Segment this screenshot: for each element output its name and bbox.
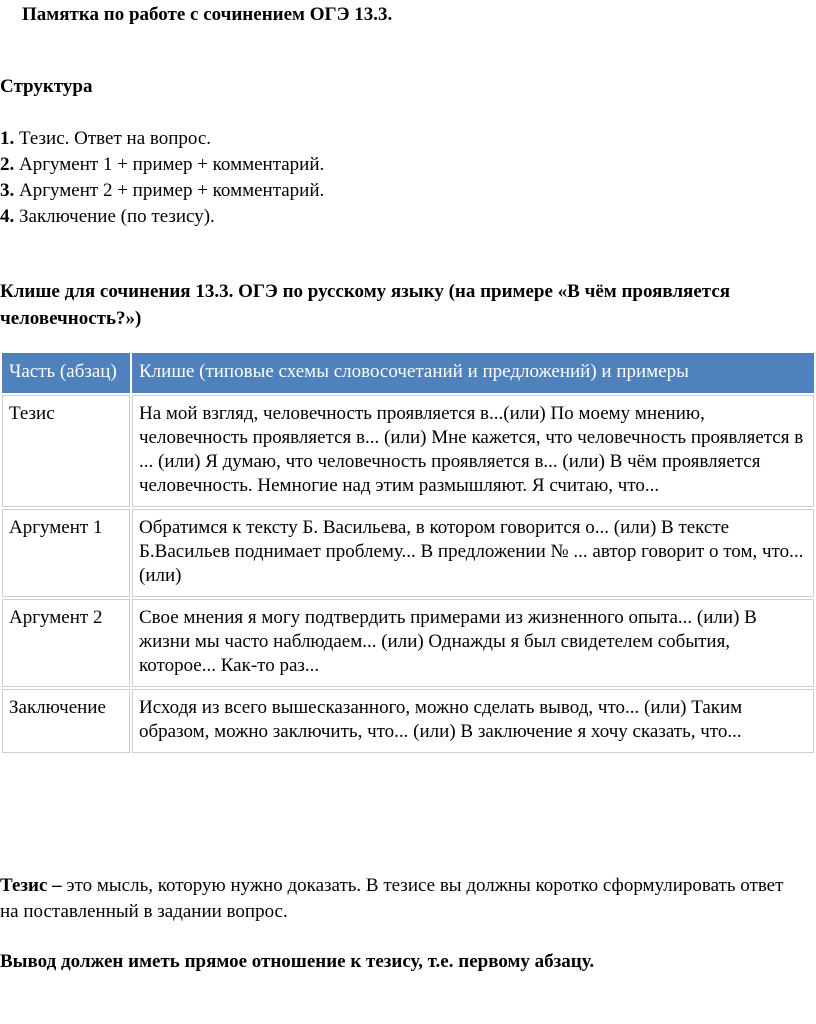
table-row (2, 689, 814, 753)
table-row (2, 599, 814, 687)
cliche-table (0, 351, 816, 755)
definition-term: Тезис – (0, 875, 62, 896)
item-text: Аргумент 1 + пример + комментарий. (14, 154, 325, 175)
table-row (2, 509, 814, 597)
table-row (2, 395, 814, 507)
row-part-cell: Аргумент 2 (2, 599, 130, 687)
row-part-cell: Заключение (2, 689, 130, 753)
list-item (0, 126, 324, 152)
list-item (0, 204, 324, 230)
page-title: Памятка по работе с сочинением ОГЭ 13.3. (22, 4, 393, 25)
item-number: 4. (0, 206, 15, 227)
column-header-cliche: Клише (типовые схемы словосочетаний и предложений) и примеры (132, 353, 814, 393)
conclusion-note: Вывод должен иметь прямое отношение к тезису, т.е. первому абзацу. (0, 951, 595, 972)
item-number: 1. (0, 128, 15, 149)
row-text-cell: Свое мнения я могу подтвердить примерами из жизненного опыта... (или) В жизни мы часто наблюдаем... (или) Однажды я был свидетелем события, которое... Как-то раз... (132, 599, 814, 687)
structure-list (0, 126, 324, 230)
row-text-cell: На мой взгляд, человечность проявляется в...(или) По моему мнению, человечность проявляется в... (или) Мне кажется, что человечность проявляется в ... (или) Я думаю, что человечность проявляется в... (или) В чём проявляется человечность. Немногие над этим размышляют. Я считаю, что... (132, 395, 814, 507)
item-text: Тезис. Ответ на вопрос. (14, 128, 212, 149)
definition-text: это мысль, которую нужно доказать. В тезисе вы должны коротко сформулировать ответ на поставленный в задании вопрос. (0, 875, 784, 922)
item-text: Аргумент 2 + пример + комментарий. (14, 180, 325, 201)
cliche-heading: Клише для сочинения 13.3. ОГЭ по русскому языку (на примере «В чём проявляется человечность?») (0, 281, 731, 329)
item-number: 3. (0, 180, 15, 201)
row-text-cell: Исходя из всего вышесказанного, можно сделать вывод, что... (или) Таким образом, можно заключить, что... (или) В заключение я хочу сказать, что... (132, 689, 814, 753)
row-part-cell: Тезис (2, 395, 130, 507)
column-header-part: Часть (абзац) (2, 353, 130, 393)
list-item (0, 178, 324, 204)
structure-heading: Структура (0, 76, 93, 97)
item-text: Заключение (по тезису). (14, 206, 215, 227)
table-header-row (2, 353, 814, 393)
thesis-definition (0, 873, 800, 925)
item-number: 2. (0, 154, 15, 175)
row-part-cell: Аргумент 1 (2, 509, 130, 597)
row-text-cell: Обратимся к тексту Б. Васильева, в котором говорится о... (или) В тексте Б.Васильев поднимает проблему... В предложении № ... автор говорит о том, что... (или) (132, 509, 814, 597)
list-item (0, 152, 324, 178)
